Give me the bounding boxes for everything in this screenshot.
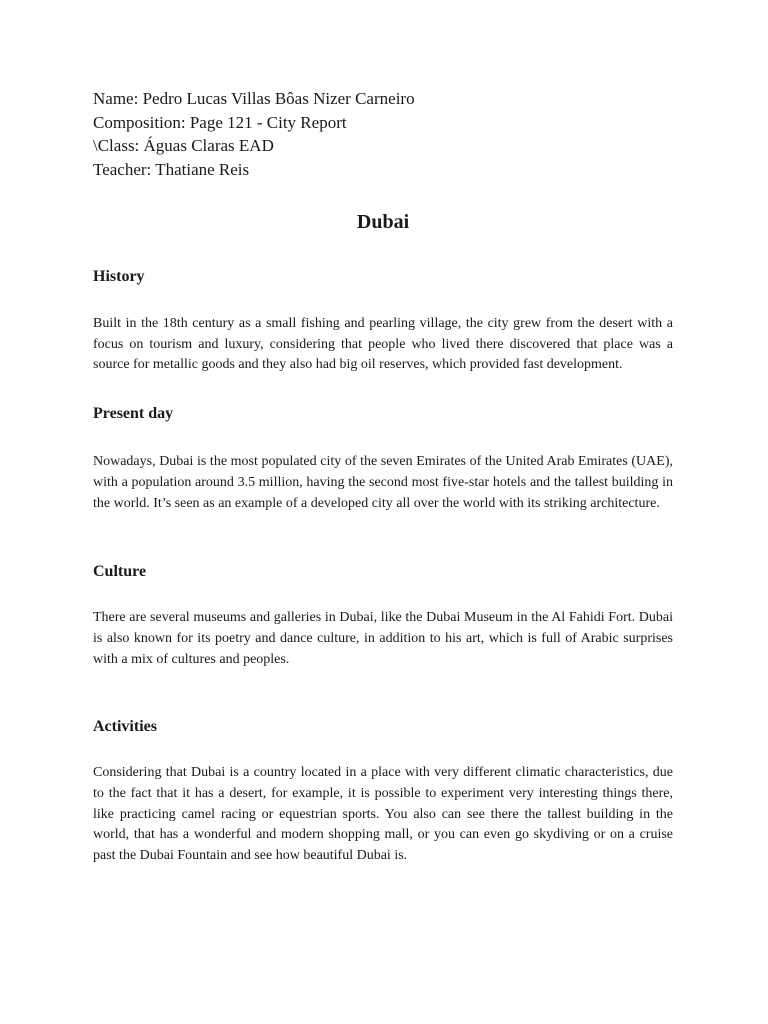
class-line: \Class: Águas Claras EAD [93,136,274,155]
section-heading-present-day: Present day [93,405,174,423]
student-name: Name: Pedro Lucas Villas Bôas Nizer Carneiro [93,89,415,108]
section-heading-history: History [93,268,145,285]
section-text-activities: Considering that Dubai is a country located in a place with very different climatic characteristics, due to the fact that it has a desert, for example, it is possible to experiment very interesting things there, like practicing camel racing or equestrian sports. You also can see there the tallest building in the world, that has a wonderful and modern shopping mall, or you can even go skydiving or on a cruise past the Dubai Fountain and see how beautiful Dubai is. [93,765,673,864]
teacher-line: Teacher: Thatiane Reis [93,159,250,179]
section-text-culture: There are several museums and galleries in Dubai, like the Dubai Museum in the Al Fahidi Fort. Dubai is also known for its poetry and dance culture, in addition to his art, which is full of Arabic surprises with a mix of cultures and peoples. [93,610,673,667]
document-page [93,87,673,867]
section-heading-culture: Culture [93,563,147,581]
section-text-present-day: Nowadays, Dubai is the most populated city of the seven Emirates of the United Arab Emirates (UAE), with a population around 3.5 million, having the second most five-star hotels and the tallest building in the world. It’s seen as an example of a developed city all over the world with its striking architecture. [93,454,673,511]
header-block [93,87,673,181]
section-heading-activities: Activities [93,718,157,736]
document-title: Dubai [356,211,410,233]
section-text-history: Built in the 18th century as a small fishing and pearling village, the city grew from the desert with a focus on tourism and luxury, considering that people who lived there discovered that place was a source for metallic goods and they also had big oil reserves, which provided fast development. [93,316,673,373]
composition-line: Composition: Page 121 - City Report [93,112,347,132]
